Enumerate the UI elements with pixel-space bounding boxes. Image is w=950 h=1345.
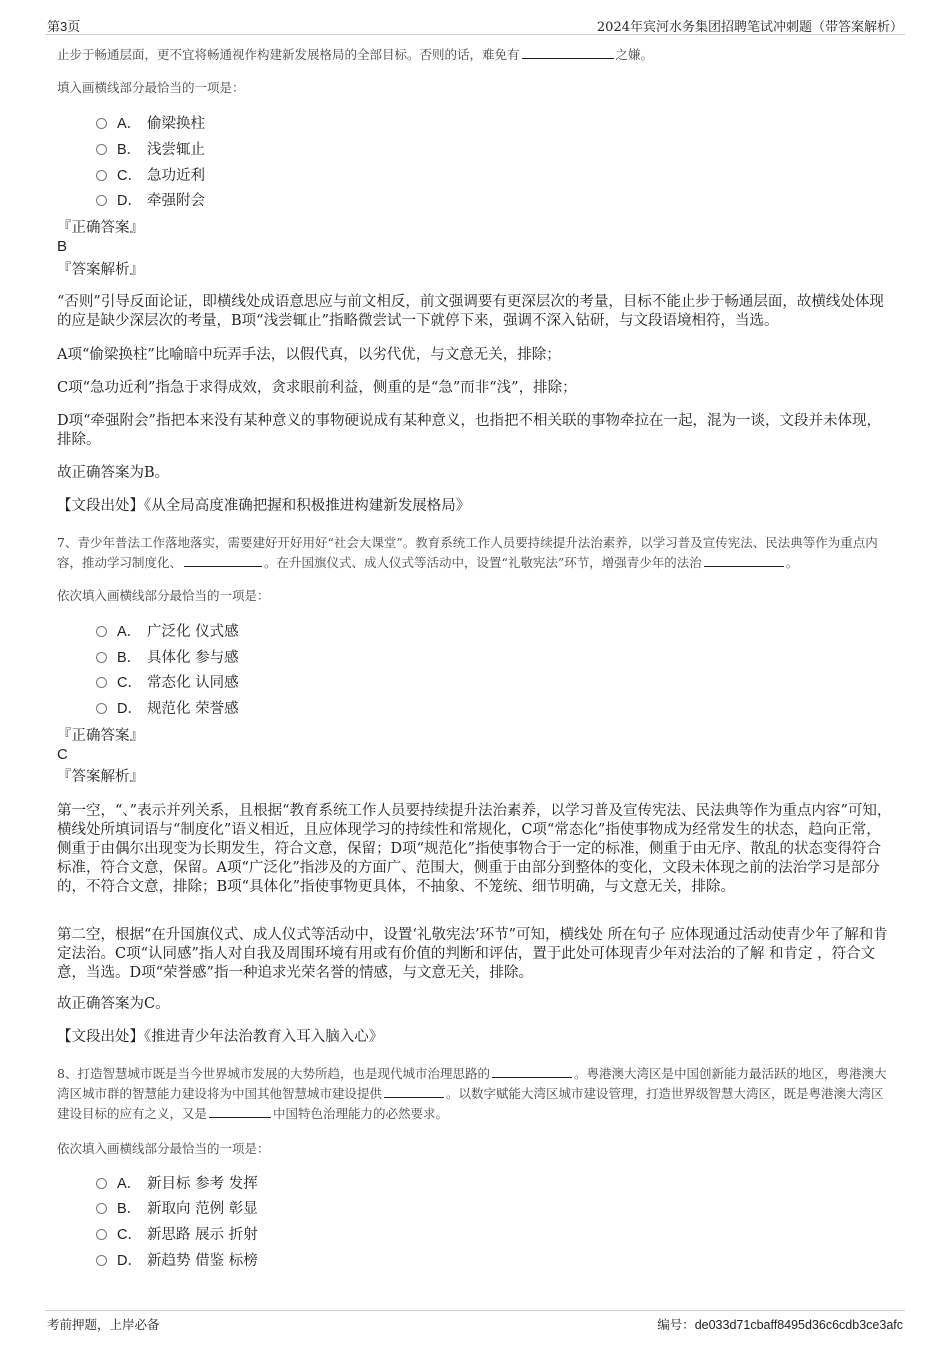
q7-option-c[interactable]: C． 常态化 认同感 <box>96 673 239 693</box>
q6-analysis-para: A项“偷梁换柱”比喻暗中玩弄手法，以假代真，以劣代优，与文意无关，排除； <box>57 347 561 363</box>
answer-blank <box>209 1105 271 1118</box>
radio-icon[interactable] <box>96 1255 107 1266</box>
q7-stem: 7、青少年普法工作落地落实，需要建好开好用好“社会大课堂”。教育系统工作人员要持续提升法治素养，以学习普及宣传宪法、民法典等作为重点内容，推动学习制度化、 。在升国旗仪式、成人仪式等活动中，设置“礼敬宪法”环节，增强青少年的法治 。 <box>57 535 878 570</box>
q8-prompt: 依次填入画横线部分最恰当的一项是： <box>57 1141 270 1156</box>
answer-blank <box>184 554 262 567</box>
q7-option-d[interactable]: D． 规范化 荣誉感 <box>96 699 239 719</box>
q6-analysis-para: D项“牵强附会”指把本来没有某种意义的事物硬说成有某种意义，也指把不相关联的事物牵拉在一起，混为一谈，文段并未体现，排除。 <box>57 413 881 448</box>
radio-icon[interactable] <box>96 1178 107 1189</box>
q7-answer: C <box>57 746 68 763</box>
radio-icon[interactable] <box>96 195 107 206</box>
q6-option-a[interactable]: A． 偷梁换柱 <box>96 114 205 134</box>
radio-icon[interactable] <box>96 170 107 181</box>
document-title: 2024年宾河水务集团招聘笔试冲刺题（带答案解析） <box>596 20 903 35</box>
q8-option-c[interactable]: C． 新思路 展示 折射 <box>96 1225 258 1245</box>
page-number: 第3页 <box>47 19 81 34</box>
radio-icon[interactable] <box>96 144 107 155</box>
q7-source: 【文段出处】《推进青少年法治教育入耳入脑入心》 <box>57 1029 384 1045</box>
q6-prompt: 填入画横线部分最恰当的一项是： <box>57 80 245 95</box>
q7-option-a[interactable]: A． 广泛化 仪式感 <box>96 622 239 642</box>
q7-prompt: 依次填入画横线部分最恰当的一项是： <box>57 588 270 603</box>
q8-option-a[interactable]: A． 新目标 参考 发挥 <box>96 1174 258 1194</box>
q7-analysis-para: 第一空，“、”表示并列关系，且根据“教育系统工作人员要持续提升法治素养，以学习普及宣传宪法、民法典等作为重点内容”可知，横线处所填词语与“制度化”语义相近，且应体现学习的持续性和常规化，C项“常态化”指使事物成为经常发生的状态，趋向正常，侧重于由偶尔出现变为长期发生，符合文意，保留；D项“规范化”指使事物合于一定的标准，侧重于由无序、散乱的状态变得符合标准，符合文意，保留。A项“广泛化”指涉及的方面广、范围大，侧重于由部分到整体的变化，文段未体现之前的法治学习是部分的，不符合文意，排除；B项“具体化”指使事物更具体，不抽象、不笼统、细节明确，与文意无关，排除。 <box>57 803 892 895</box>
answer-blank <box>492 1065 572 1078</box>
radio-icon[interactable] <box>96 118 107 129</box>
radio-icon[interactable] <box>96 1229 107 1240</box>
q6-analysis-label: 『答案解析』 <box>57 262 144 278</box>
answer-blank <box>522 46 614 59</box>
q8-stem: 8、打造智慧城市既是当今世界城市发展的大势所趋，也是现代城市治理思路的 。粤港澳大湾区是中国创新能力最活跃的地区，粤港澳大湾区城市群的智慧能力建设将为中国其他智慧城市建设提供 。以数字赋能大湾区城市建设管理，打造世界级智慧大湾区，既是粤港澳大湾区建设目标的应有之义，又是 中国特色治理能力的必然要求。 <box>57 1066 887 1121</box>
q6-answer: B <box>57 238 68 255</box>
q6-stem-tail: 止步于畅通层面，更不宜将畅通视作构建新发展格局的全部目标。否则的话，难免有 之嫌。 <box>57 47 654 62</box>
radio-icon[interactable] <box>96 677 107 688</box>
q6-option-d[interactable]: D． 牵强附会 <box>96 191 205 211</box>
q8-option-b[interactable]: B． 新取向 范例 彰显 <box>96 1199 258 1219</box>
q6-answer-label: 『正确答案』 <box>57 220 144 236</box>
q7-answer-label: 『正确答案』 <box>57 728 144 744</box>
q7-conclusion: 故正确答案为C。 <box>57 996 170 1012</box>
radio-icon[interactable] <box>96 626 107 637</box>
q6-option-b[interactable]: B． 浅尝辄止 <box>96 140 205 160</box>
radio-icon[interactable] <box>96 703 107 714</box>
radio-icon[interactable] <box>96 1203 107 1214</box>
page-header <box>45 14 905 35</box>
q6-source: 【文段出处】《从全局高度准确把握和积极推进构建新发展格局》 <box>57 498 471 514</box>
document-code: 编号：de033d71cbaff8495d36c6cdb3ce3afc <box>657 1317 903 1332</box>
q6-conclusion: 故正确答案为B。 <box>57 465 170 481</box>
q6-analysis-para: “否则”引导反面论证，即横线处成语意思应与前文相反，前文强调要有更深层次的考量，目标不能止步于畅通层面，故横线处体现的应是缺少深层次的考量，B项“浅尝辄止”指略微尝试一下就停下来，强调不深入钻研，与文段语境相符，当选。 <box>57 294 884 329</box>
footer-slogan: 考前押题，上岸必备 <box>47 1317 160 1332</box>
q7-option-b[interactable]: B． 具体化 参与感 <box>96 648 239 668</box>
q8-option-d[interactable]: D． 新趋势 借鉴 标榜 <box>96 1251 258 1271</box>
page-footer <box>45 1310 905 1333</box>
q6-option-c[interactable]: C． 急功近利 <box>96 166 205 186</box>
answer-blank <box>704 554 784 567</box>
q7-analysis-label: 『答案解析』 <box>57 769 144 785</box>
q7-analysis-para: 第二空，根据“在升国旗仪式、成人仪式等活动中，设置‘礼敬宪法’环节”可知，横线处 所在句子 应体现通过活动使青少年了解和肯定法治。C项“认同感”指人对自我及周围环境有用或有价值的判断和评估，置于此处可体现青少年对法治的了解 和肯定 ，符合文意，当选。D项“荣誉感”指一种追求光荣名誉的情感，与文意无关，排除。 <box>57 927 888 981</box>
radio-icon[interactable] <box>96 652 107 663</box>
q6-analysis-para: C项“急功近利”指急于求得成效，贪求眼前利益，侧重的是“急”而非“浅”，排除； <box>57 380 577 396</box>
answer-blank <box>384 1085 444 1098</box>
